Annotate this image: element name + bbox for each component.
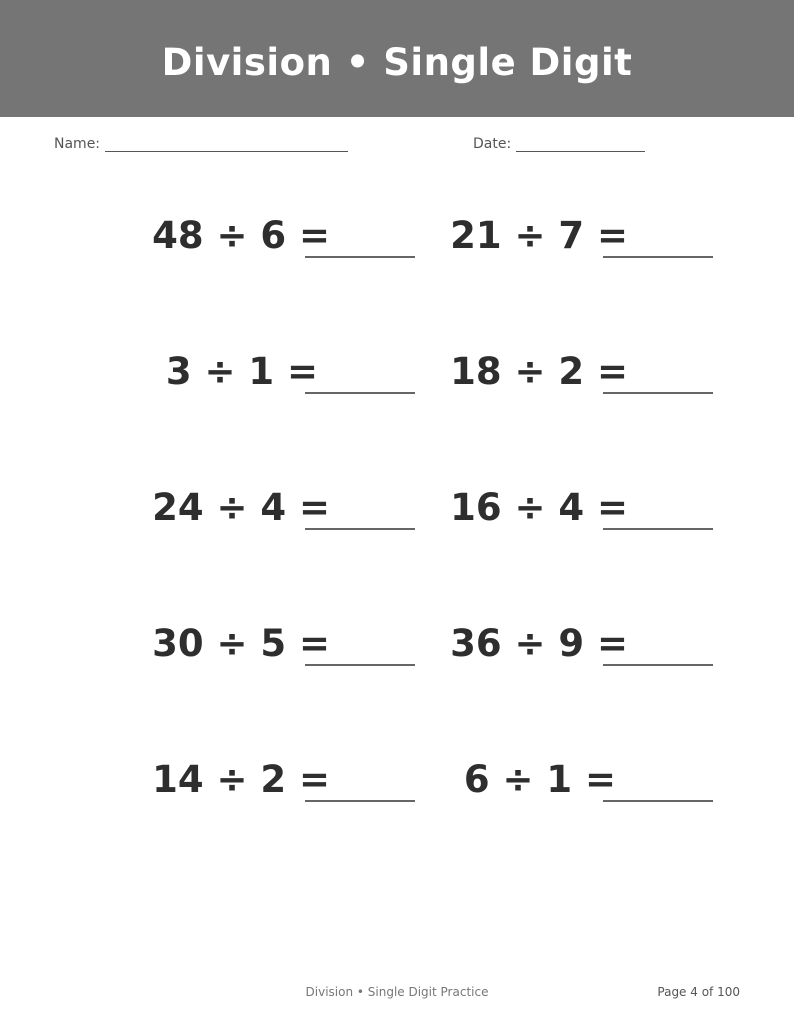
problem	[303, 622, 713, 672]
problem	[303, 214, 713, 264]
page-title: Division • Single Digit	[161, 41, 633, 84]
problem	[303, 350, 713, 400]
problem-equation: 36 ÷ 9 =	[450, 622, 628, 665]
problem	[303, 486, 713, 536]
problem-equation: 6 ÷ 1 =	[463, 758, 616, 801]
answer-line[interactable]	[603, 800, 713, 802]
problem	[303, 758, 713, 808]
date-label: Date:	[473, 136, 512, 152]
name-label: Name:	[54, 136, 101, 152]
problem-equation: 30 ÷ 5 =	[152, 622, 330, 665]
problem-equation: 14 ÷ 2 =	[152, 758, 330, 801]
page-number: Page 4 of 100	[657, 985, 740, 999]
date-line	[516, 137, 645, 152]
problem-equation: 24 ÷ 4 =	[152, 486, 330, 529]
problem-equation: 18 ÷ 2 =	[450, 350, 628, 393]
name-line	[105, 137, 348, 152]
problem-equation: 16 ÷ 4 =	[450, 486, 628, 529]
header-banner	[0, 0, 794, 117]
answer-line[interactable]	[603, 392, 713, 394]
problem-equation: 3 ÷ 1 =	[165, 350, 318, 393]
problem-equation: 21 ÷ 7 =	[450, 214, 628, 257]
name-field[interactable]	[54, 136, 348, 153]
answer-line[interactable]	[603, 664, 713, 666]
footer-title: Division • Single Digit Practice	[305, 985, 489, 999]
answer-line[interactable]	[603, 528, 713, 530]
answer-line[interactable]	[603, 256, 713, 258]
problem-equation: 48 ÷ 6 =	[152, 214, 330, 257]
date-field[interactable]	[473, 136, 645, 153]
